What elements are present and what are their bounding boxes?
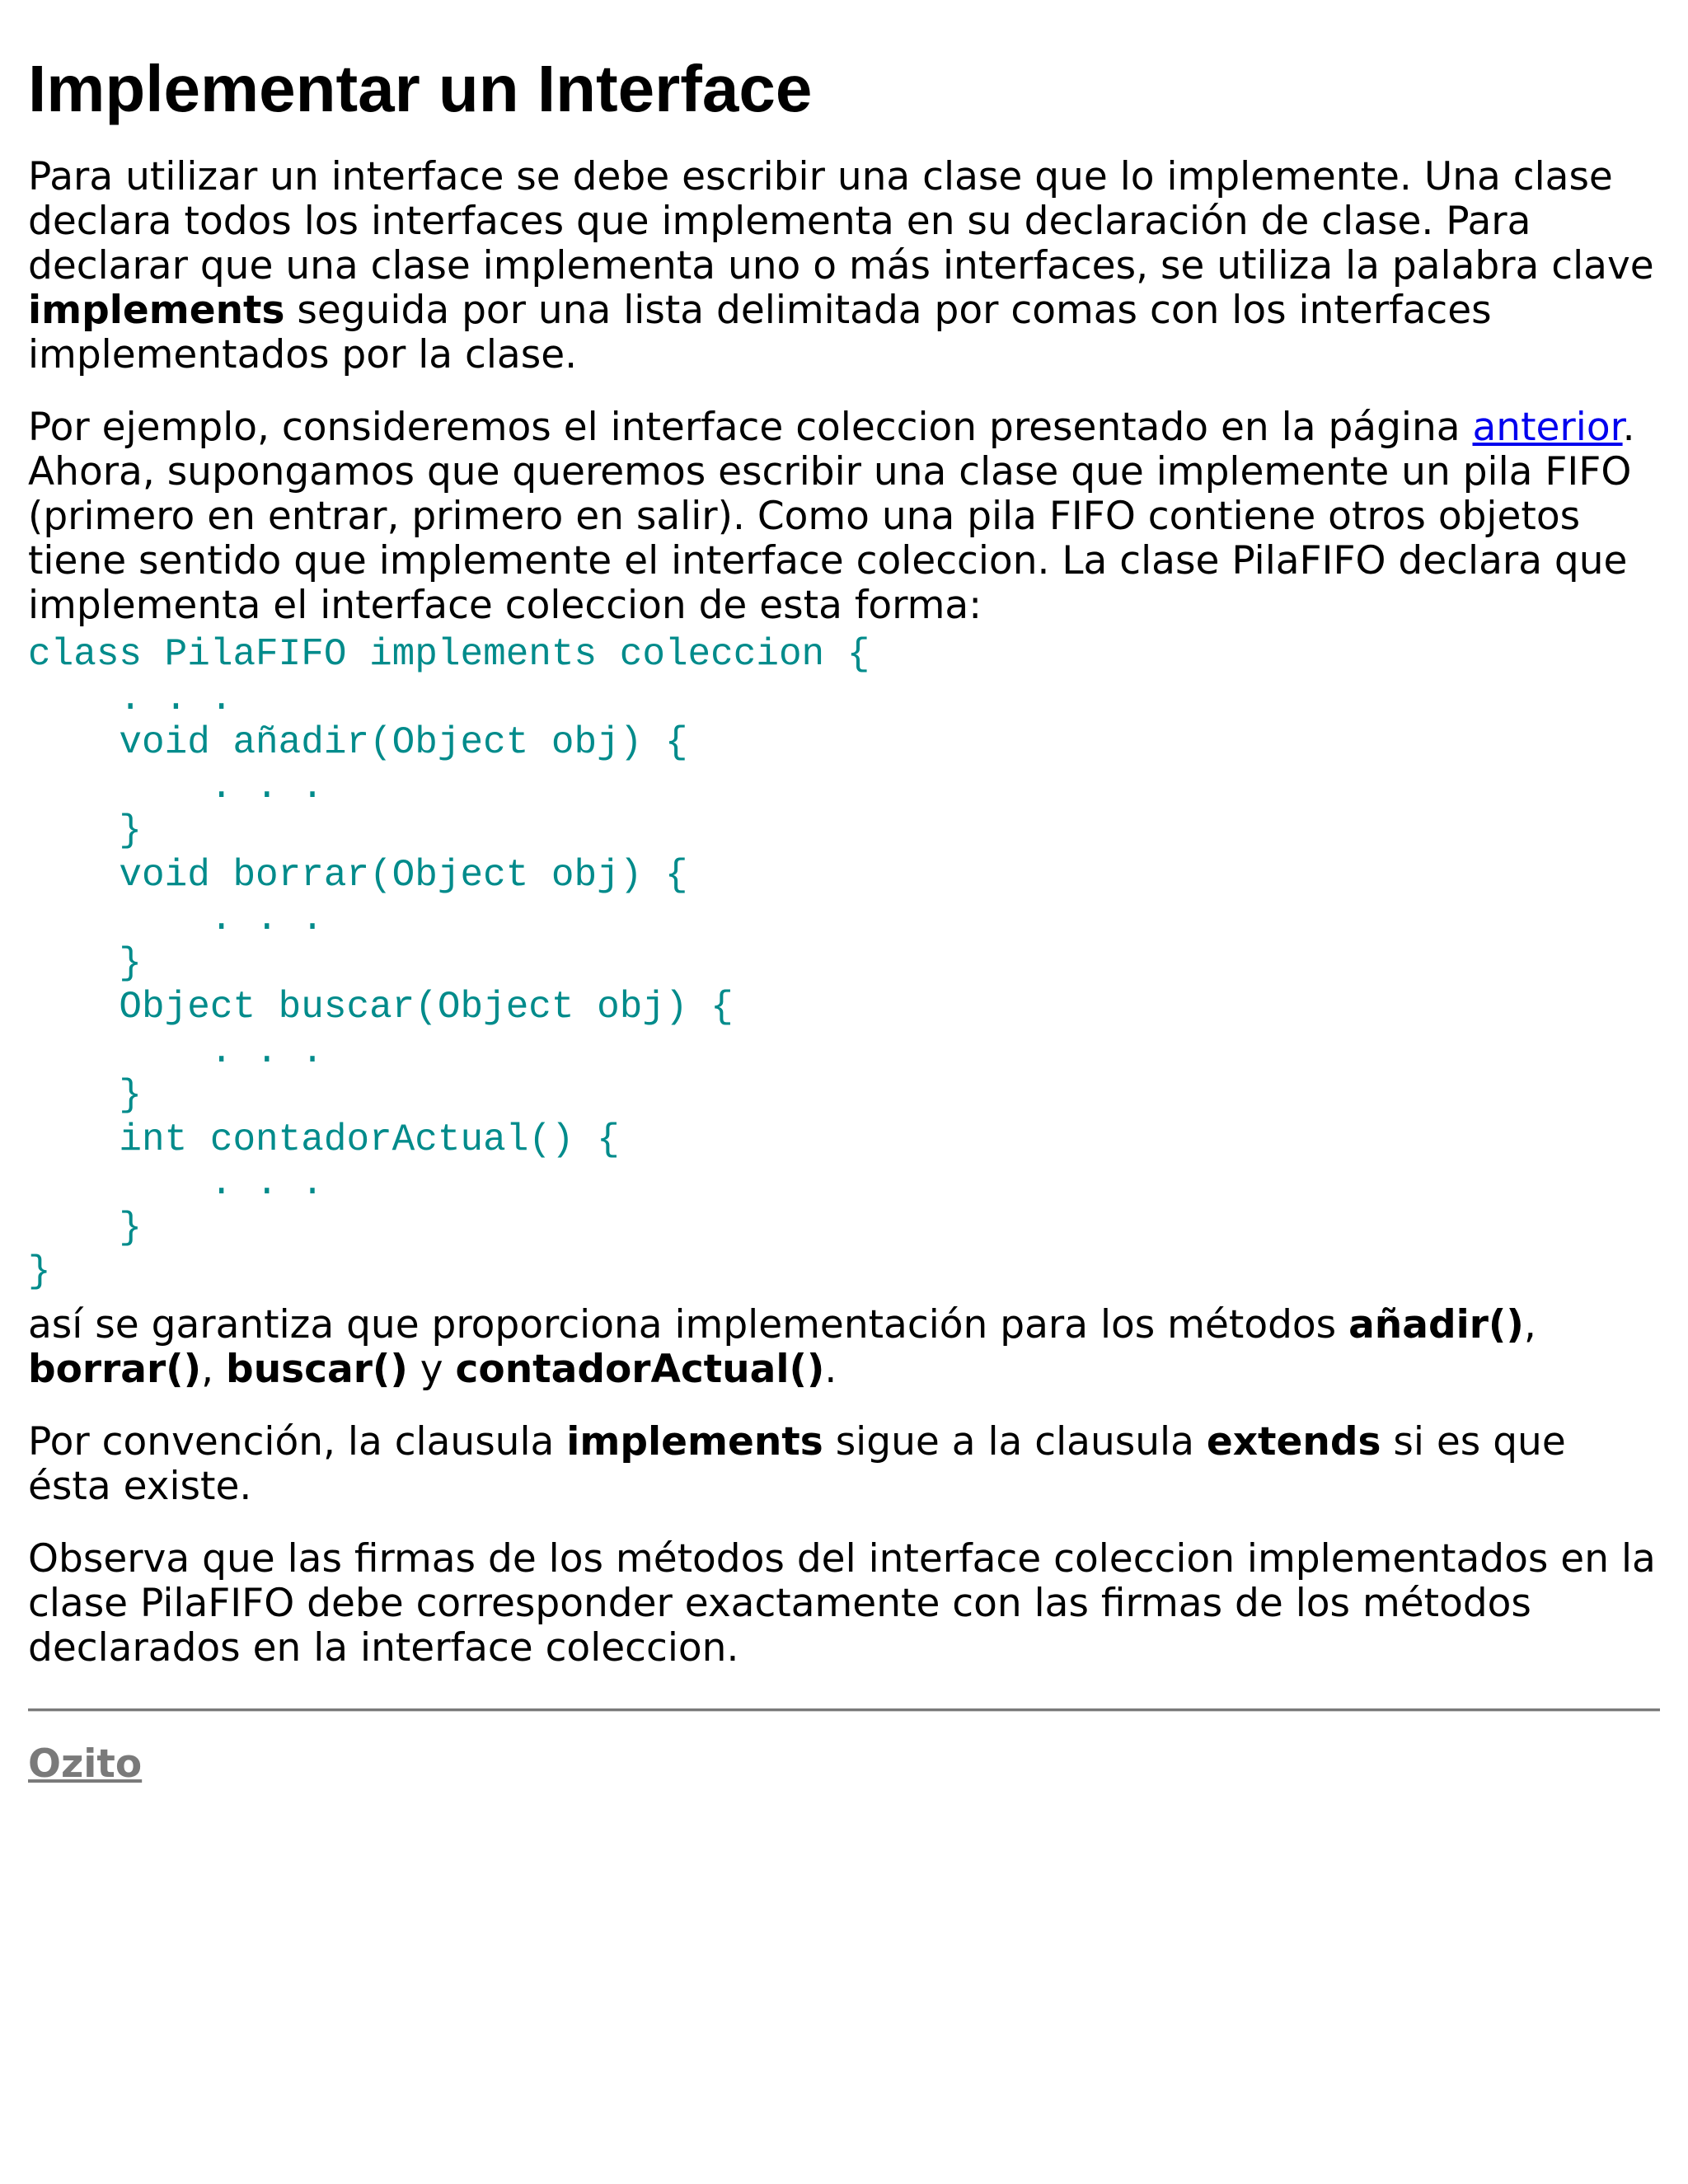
- paragraph-example-text-a: Por ejemplo, consideremos el interface coleccion presentado en la página: [28, 405, 1473, 450]
- paragraph-intro-text-b: seguida por una lista delimitada por comas con los interfaces implementados por la clase.: [28, 288, 1492, 377]
- code-line: int contadorActual() {: [28, 1118, 620, 1161]
- paragraph-convention-text-b: sigue a la clausula: [823, 1418, 1207, 1465]
- paragraph-methods: [28, 1303, 1660, 1392]
- code-line: }: [28, 1250, 51, 1293]
- code-line: class PilaFIFO implements coleccion {: [28, 633, 870, 676]
- paragraph-methods-text: así se garantiza que proporciona implementación para los métodos: [28, 1301, 1349, 1347]
- method-buscar: buscar(): [226, 1346, 408, 1392]
- method-contadoractual: contadorActual(): [455, 1346, 825, 1392]
- anterior-link[interactable]: anterior: [1472, 405, 1623, 450]
- separator: ,: [1523, 1301, 1536, 1347]
- code-line: }: [28, 1206, 143, 1249]
- keyword-extends: extends: [1206, 1418, 1381, 1465]
- paragraph-example: [28, 405, 1660, 628]
- paragraph-convention-text-a: Por convención, la clausula: [28, 1418, 567, 1465]
- method-borrar: borrar(): [28, 1346, 202, 1392]
- paragraph-example-text-b: . Ahora, supongamos que queremos escribir una clase que implemente un pila FIFO (primero en entrar, primero en salir). Como una pila FIFO contiene otros objetos tiene sentido que implemente el interface coleccion. La clase PilaFIFO declara que implementa el interface coleccion de esta forma:: [28, 405, 1635, 628]
- separator: ,: [201, 1346, 227, 1392]
- method-anadir: añadir(): [1348, 1301, 1524, 1347]
- paragraph-convention: [28, 1420, 1660, 1509]
- paragraph-convention-text-c: si es que ésta existe.: [28, 1418, 1566, 1509]
- paragraph-intro-text-a: Para utilizar un interface se debe escribir una clase que lo implemente. Una clase declara todos los interfaces que implementa en su declaración de clase. Para declarar que una clase implementa uno o más interfaces, se utiliza la palabra clave: [28, 154, 1654, 288]
- code-line: void añadir(Object obj) {: [28, 721, 688, 764]
- code-line: . . .: [28, 898, 324, 940]
- code-line: Object buscar(Object obj) {: [28, 986, 734, 1029]
- period: .: [824, 1346, 837, 1392]
- code-line: . . .: [28, 765, 324, 808]
- code-line: . . .: [28, 677, 233, 720]
- code-line: void borrar(Object obj) {: [28, 853, 688, 897]
- keyword-implements: implements: [566, 1418, 823, 1465]
- paragraph-signatures: Observa que las firmas de los métodos del interface coleccion implementados en la clase PilaFIFO debe corresponder exactamente con las firmas de los métodos declarados en la interface coleccion.: [28, 1535, 1656, 1671]
- footer-ozito-link[interactable]: Ozito: [28, 1741, 143, 1787]
- code-line: }: [28, 809, 143, 852]
- divider: [28, 1708, 1660, 1712]
- code-line: . . .: [28, 1029, 324, 1073]
- code-line: }: [28, 941, 143, 985]
- separator: y: [407, 1346, 456, 1392]
- code-line: . . .: [28, 1162, 324, 1205]
- code-line: }: [28, 1074, 143, 1117]
- page-title: Implementar un Interface: [28, 52, 813, 125]
- keyword-implements: implements: [28, 288, 285, 333]
- code-block: [28, 633, 1660, 1295]
- paragraph-intro: [28, 155, 1660, 377]
